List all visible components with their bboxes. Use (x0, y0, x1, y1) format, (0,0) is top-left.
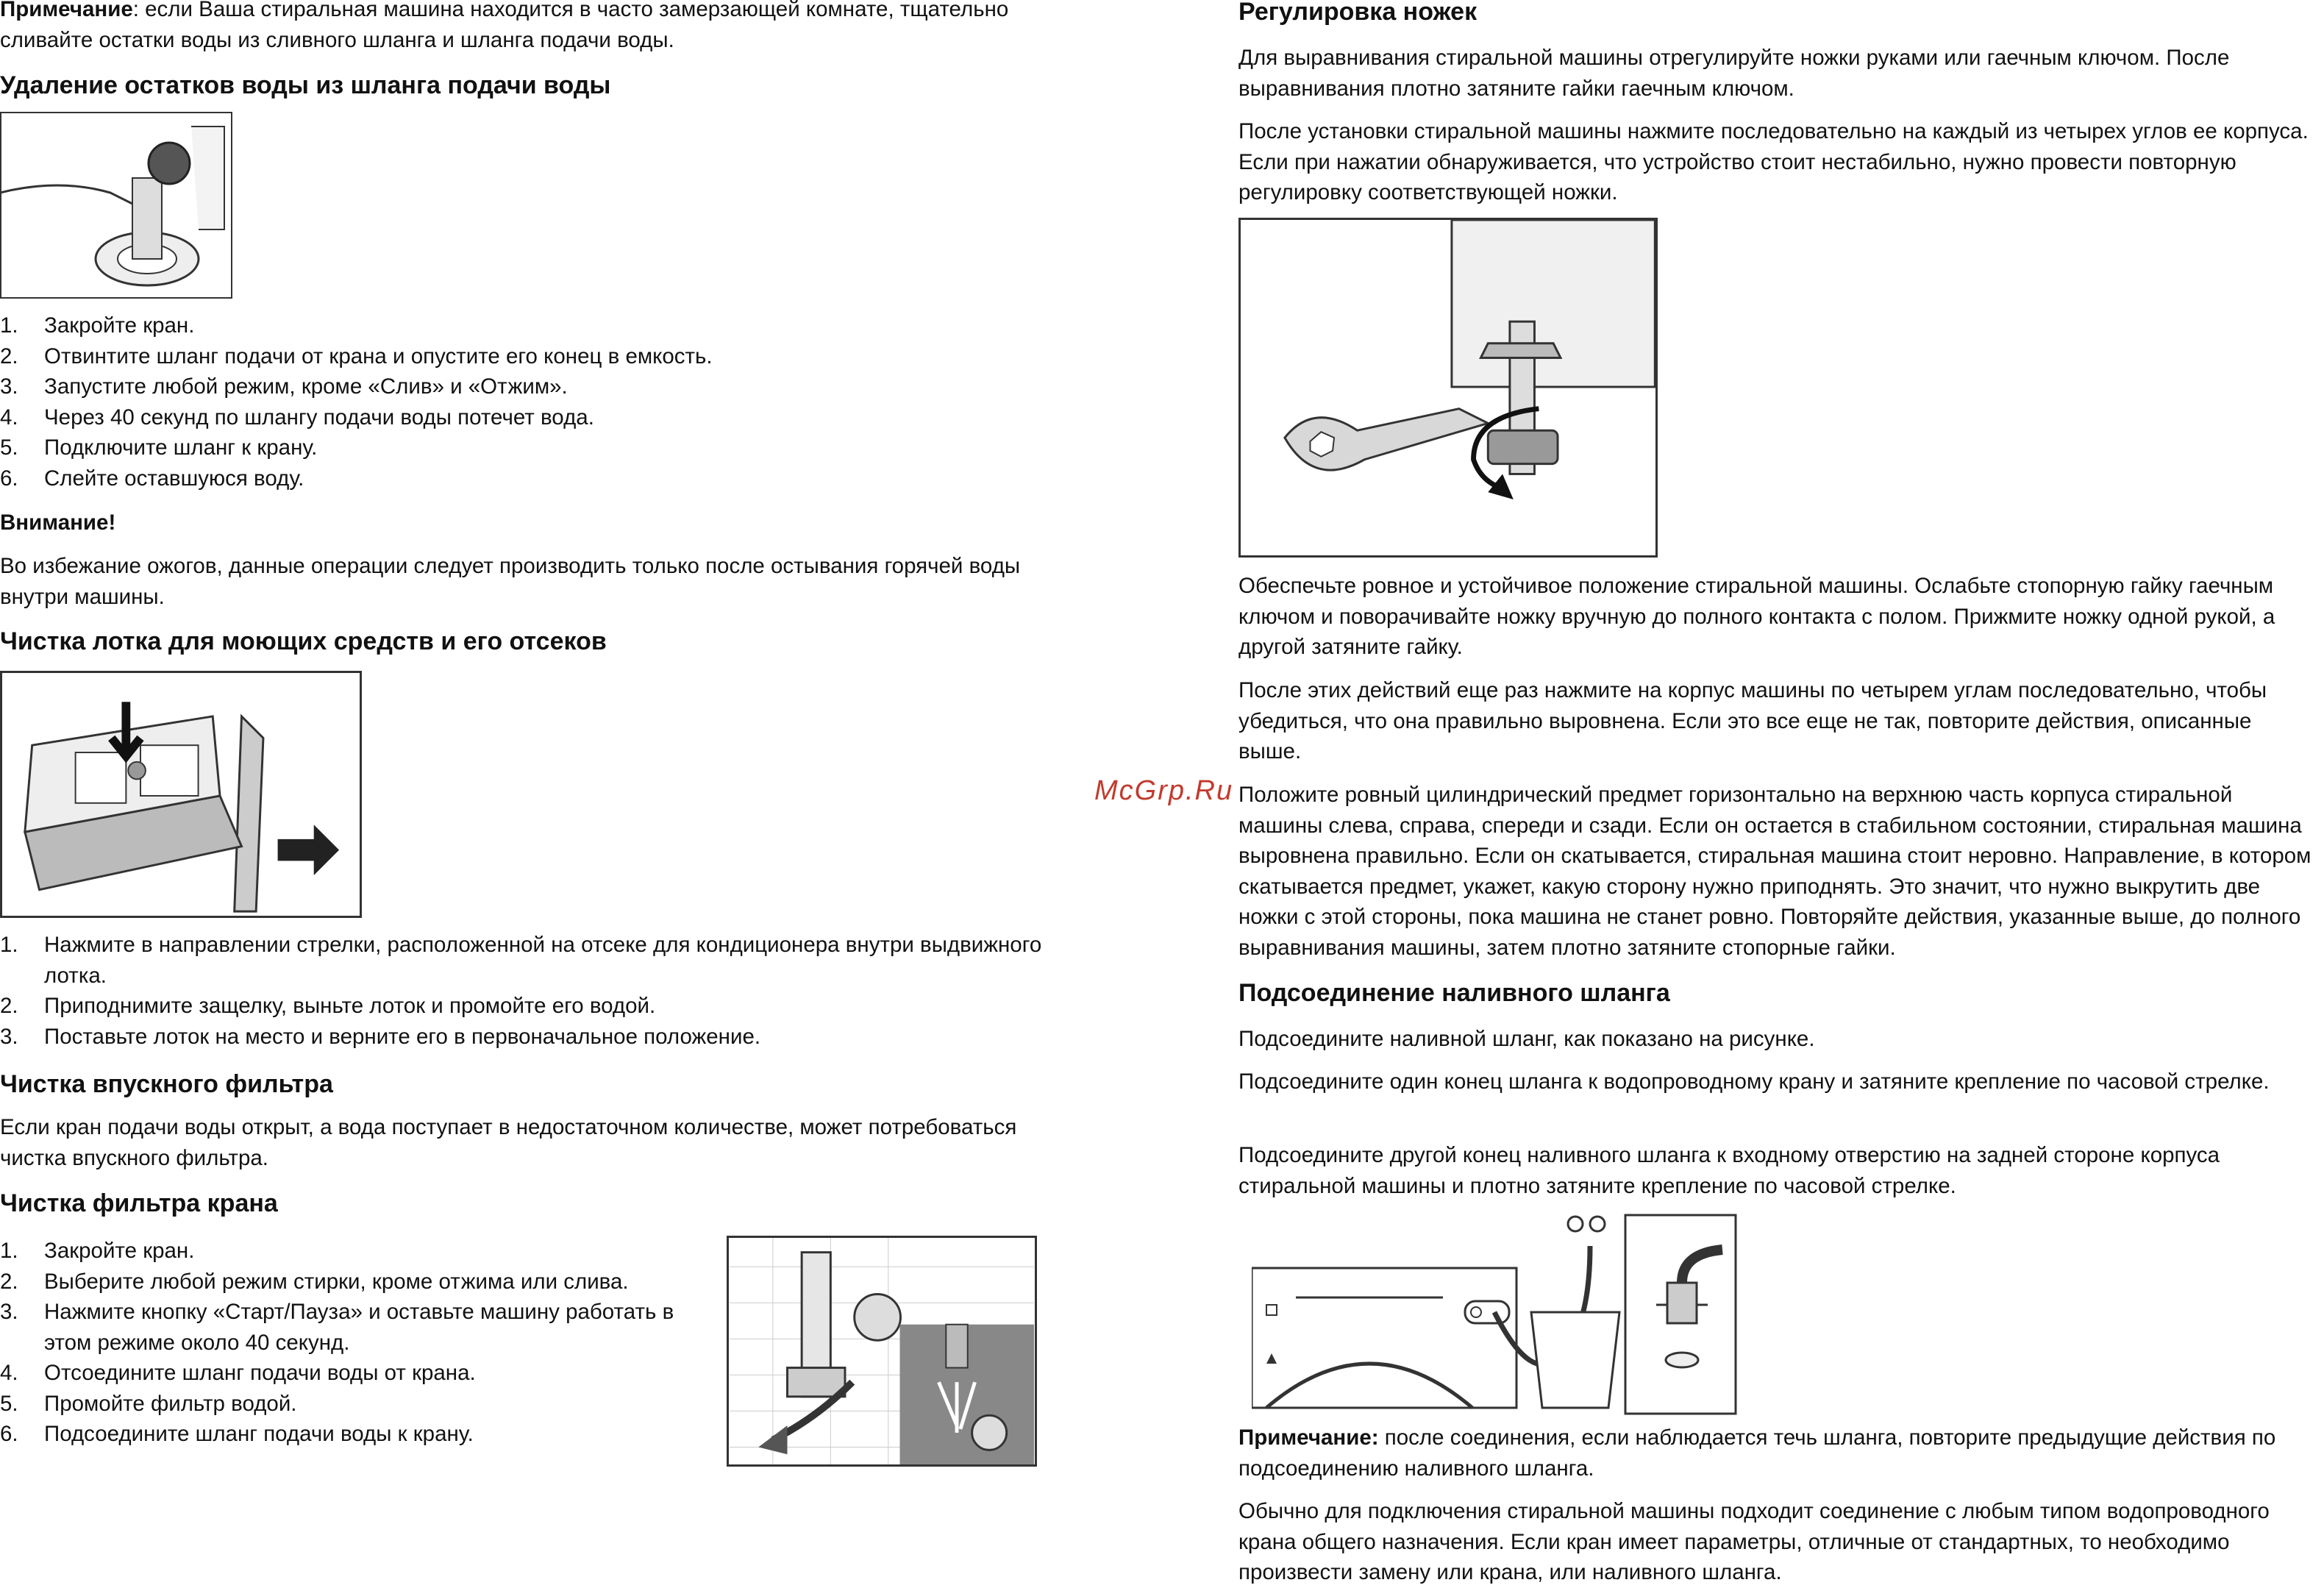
list-item: 3. Запустите любой режим, кроме «Слив» и «Отжим». (0, 374, 568, 399)
tap-filter-illustration (729, 1238, 1035, 1464)
figure-feet-adjust (1238, 218, 1658, 558)
hose-note-label: Примечание: (1238, 1425, 1379, 1450)
figure-inlet-hose (0, 112, 232, 299)
inlet-filter-text: Если кран подачи воды открыт, а вода поступает в недостаточном количестве, может потребоваться чистка впускного фильтра. (0, 1115, 1017, 1170)
figure-tap-filter (727, 1236, 1037, 1467)
note-text: : если Ваша стиральная машина находится в часто замерзающей комнате, тщательно сливайте остатки воды из сливного шланга и шланга подачи воды. (0, 0, 1009, 52)
hose-paragraph-1: Подсоедините наливной шланг, как показано на рисунке. (1238, 1027, 1815, 1051)
list-item: 5. Подключите шланг к крану. (0, 435, 318, 460)
heading-feet: Регулировка ножек (1238, 0, 1478, 26)
watermark: McGrp.Ru (1094, 775, 1234, 806)
heading-inlet-water: Удаление остатков воды из шланга подачи воды (0, 71, 611, 99)
attention-title: Внимание! (0, 510, 116, 535)
heading-hose: Подсоединение наливного шланга (1238, 979, 1670, 1007)
feet-adjust-illustration (1241, 220, 1655, 555)
list-item: 6. Слейте оставшуюся воду. (0, 466, 304, 491)
list-item: 3. Поставьте лоток на место и верните его в первоначальное положение. (0, 1024, 761, 1049)
attention-text: Во избежание ожогов, данные операции следует производить только после остывания горячей воды внутри машины. (0, 554, 1021, 609)
hose-connection-illustration (1252, 1209, 1737, 1417)
heading-tray: Чистка лотка для моющих средств и его отсеков (0, 627, 607, 655)
freeze-note (0, 0, 1088, 55)
feet-paragraph-3: Обеспечьте ровное и устойчивое положение стиральной машины. Ослабьте стопорную гайку гаечным ключом и поворачивайте ножку вручную до полного контакта с полом. Прижмите ножку одной рукой, а другой затяните гайку. (1238, 574, 2275, 659)
list-item: 5. Промойте фильтр водой. (0, 1391, 297, 1416)
list-item: 2. Выберите любой режим стирки, кроме отжима или слива. (0, 1269, 629, 1294)
list-item: 4. Через 40 секунд по шлангу подачи воды потечет вода. (0, 405, 594, 430)
list-item: 1. Нажмите в направлении стрелки, расположенной на отсеке для кондиционера внутри выдвижного лотка. (0, 933, 1042, 988)
inlet-hose-illustration (0, 112, 232, 299)
feet-paragraph-5: Положите ровный цилиндрический предмет горизонтально на верхнюю часть корпуса стиральной машины слева, справа, спереди и сзади. Если он остается в стабильном состоянии, стиральная машина выровнена правильно. Если он скатывается, стиральная машина стоит неровно. Направление, в котором скатывается предмет, укажет, какую сторону нужно приподнять. Это значит, что нужно выкрутить две ножки с этой стороны, пока машина не станет ровно. Повторяйте действия, указанные выше, до полного выравнивания машины, затем плотно затяните стопорные гайки. (1238, 783, 2311, 960)
list-item: 1. Закройте кран. (0, 1239, 195, 1263)
feet-paragraph-1: Для выравнивания стиральной машины отрегулируйте ножки руками или гаечным ключом. После выравнивания плотно затяните гайки гаечным ключом. (1238, 46, 2230, 101)
figure-detergent-tray (0, 671, 362, 918)
hose-paragraph-2: Подсоедините один конец шланга к водопроводному крану и затяните крепление по часовой стрелке. (1238, 1069, 2270, 1094)
hose-paragraph-3: Подсоедините другой конец наливного шланга к входному отверстию на задней стороне корпуса стиральной машины и плотно затяните крепление по часовой стрелке. (1238, 1143, 2220, 1198)
feet-paragraph-4: После этих действий еще раз нажмите на корпус машины по четырем углам последовательно, чтобы убедиться, что она правильно выровнена. Если это все еще не так, повторите действия, описанные выше. (1238, 678, 2267, 763)
heading-inlet-filter: Чистка впускного фильтра (0, 1070, 333, 1098)
list-item: 4. Отсоедините шланг подачи воды от крана. (0, 1361, 476, 1385)
list-item: 2. Приподнимите защелку, выньте лоток и промойте его водой. (0, 994, 656, 1018)
hose-note-text: после соединения, если наблюдается течь шланга, повторите предыдущие действия по подсоединению наливного шланга. (1238, 1425, 2276, 1481)
list-item: 1. Закройте кран. (0, 313, 195, 338)
list-item: 6. Подсоедините шланг подачи воды к крану. (0, 1422, 474, 1446)
tap-steps-list (0, 1236, 699, 1450)
tray-steps-list (0, 930, 1088, 1052)
inlet-steps-list (0, 310, 1088, 494)
hose-note (1238, 1423, 2324, 1484)
note-label: Примечание (0, 0, 133, 21)
figure-hose-connection (1252, 1209, 1737, 1417)
feet-paragraph-2: После установки стиральной машины нажмите последовательно на каждый из четырех углов ее корпуса. Если при нажатии обнаруживается, что устройство стоит нестабильно, нужно провести повторную регулировку соответствующей ножки. (1238, 119, 2309, 204)
list-item: 3. Нажмите кнопку «Старт/Пауза» и оставьте машину работать в этом режиме около 40 секунд. (0, 1300, 674, 1355)
detergent-tray-illustration (2, 673, 360, 916)
list-item: 2. Отвинтите шланг подачи от крана и опустите его конец в емкость. (0, 343, 713, 368)
heading-tap-filter: Чистка фильтра крана (0, 1189, 278, 1217)
hose-paragraph-4: Обычно для подключения стиральной машины подходит соединение с любым типом водопроводного крана общего назначения. Если кран имеет параметры, отличные от стандартных, то необходимо произвести замену или крана, или наливного шланга. (1238, 1499, 2270, 1584)
